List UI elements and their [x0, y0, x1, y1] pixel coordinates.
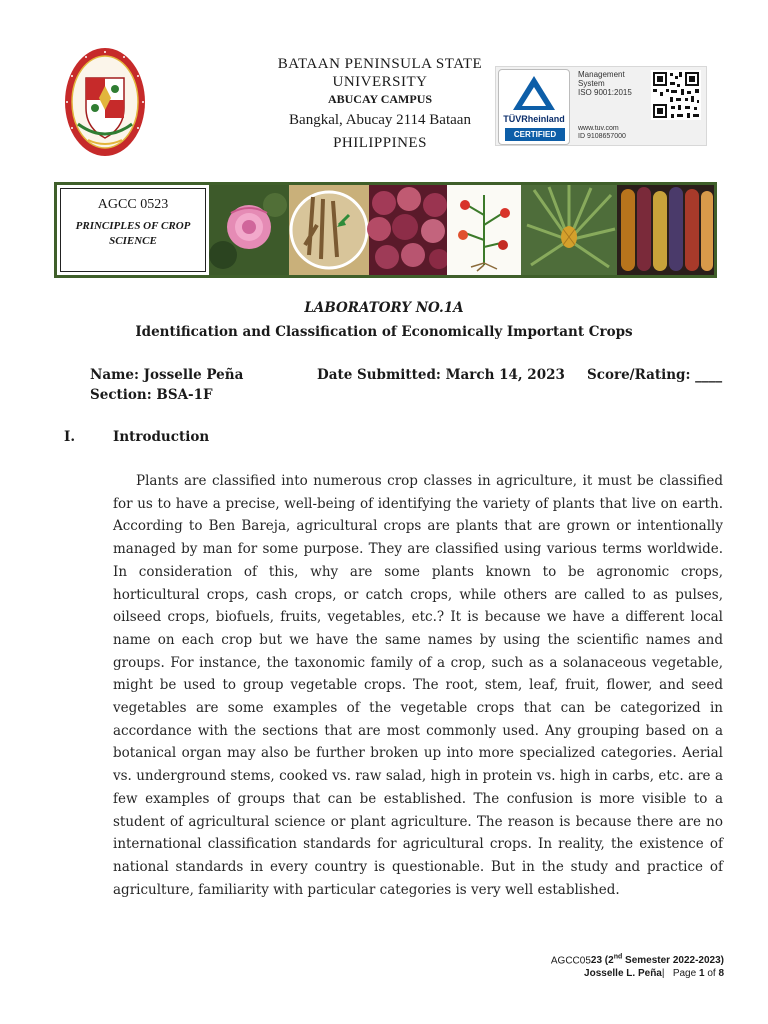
footer-course-suffix: 23 [590, 955, 603, 967]
footer-author: Josselle L. Peña [584, 967, 662, 979]
university-name: BATAAN PENINSULA STATE UNIVERSITY [277, 56, 483, 90]
footer-page-number: 1 [698, 967, 705, 979]
tomato-plant-photo [447, 185, 521, 275]
tuv-logo [498, 69, 570, 145]
pineapple-photo [521, 185, 617, 275]
section-title: Introduction [113, 429, 210, 445]
footer-separator: | [661, 967, 665, 979]
course-code: AGCC 0523 [97, 197, 169, 212]
footer-course-prefix: AGCC05 [550, 955, 591, 967]
university-address: Bangkal, Abucay 2114 Bataan [289, 112, 471, 129]
campus-name: ABUCAY CAMPUS [327, 92, 433, 106]
score-rating: Score/Rating: ____ [587, 367, 723, 383]
rose-photo [209, 185, 289, 275]
footer-of-word: of [707, 967, 716, 979]
introduction-text: Plants are classified into numerous crop classes in agriculture, it must be classified for us to have a precise, well-being of identifying the variety of plants that live on earth. According to Ben Bareja, agricultural crops are plants that are grown or intentionally managed by man for some purpose. They are classified using various terms worldwide. In consideration of this, why are some plants known to be agronomic crops, horticultural crops, cash crops, or catch crops, while others are called to as pulses, oilseed crops, biofuels, fruits, vegetables, etc.? It is because we have a different local name on each crop but we have the same names by using the scientific names and groups. For instance, the taxonomic family of a crop, such as a solanaceous vegetable, might be used to group vegetable crops. The root, stem, leaf, fruit, flower, and seed vegetables are some examples of the vegetable crops that can be categorized in accordance with the sections that are most commonly used. Any grouping based on a botanical organ may also be further broken up into more specialized categories. Aerial vs. underground stems, cooked vs. raw salad, high in protein vs. high in carbs, etc. are a few examples of groups that can be established. The confusion is more visible to a student of agricultural science or plant agriculture. The reason is because there are no international classification standards for agricultural crops. In reality, the existence of national standards in every country is questionable. But in the study and practice of agriculture, familiarity with particular categories is very well established. [113, 473, 723, 898]
footer-course-line [551, 954, 724, 968]
certificate-id: ID 9108657000 [578, 133, 626, 141]
tuv-brand: TÜVRheinland [503, 114, 565, 124]
course-title: PRINCIPLES OF CROP SCIENCE [75, 220, 191, 248]
course-info-box [60, 188, 206, 272]
management-system-text [578, 70, 632, 98]
system-line-1: Management [578, 70, 625, 79]
root-crop-photo [289, 185, 369, 275]
iso-standard: ISO 9001:2015 [578, 88, 632, 98]
crop-photo-strip [209, 185, 714, 275]
university-header [230, 55, 530, 152]
colored-corn-photo [617, 185, 714, 275]
footer-page-total: 8 [718, 967, 724, 979]
student-section: Section: BSA-1F [90, 387, 213, 403]
certified-label: CERTIFIED [505, 128, 565, 141]
qr-code-icon [651, 70, 701, 120]
course-banner [54, 182, 717, 278]
footer-page-word: Page [672, 967, 697, 979]
laboratory-title: Identification and Classification of Economically Important Crops [135, 324, 633, 340]
section-number: I. [64, 429, 76, 445]
iso-certification-badge [495, 66, 707, 146]
onions-photo [367, 185, 449, 275]
footer-page-line [551, 968, 724, 981]
footer-semester-open: (2 [602, 955, 614, 967]
page-footer [551, 954, 724, 980]
system-line-2: System [578, 79, 605, 89]
footer-semester-sup: nd [613, 954, 623, 961]
tuv-triangle-icon [499, 70, 569, 114]
introduction-paragraph [113, 470, 723, 901]
footer-semester-rest: Semester 2022-2023) [622, 955, 724, 967]
laboratory-number: LABORATORY NO.1A [304, 300, 464, 316]
student-name: Name: Josselle Peña [90, 367, 244, 383]
date-submitted: Date Submitted: March 14, 2023 [317, 367, 565, 383]
university-country: PHILIPPINES [333, 135, 427, 152]
tuv-website: www.tuv.com [578, 125, 619, 132]
university-seal [64, 46, 146, 158]
certification-id-text [578, 125, 626, 142]
